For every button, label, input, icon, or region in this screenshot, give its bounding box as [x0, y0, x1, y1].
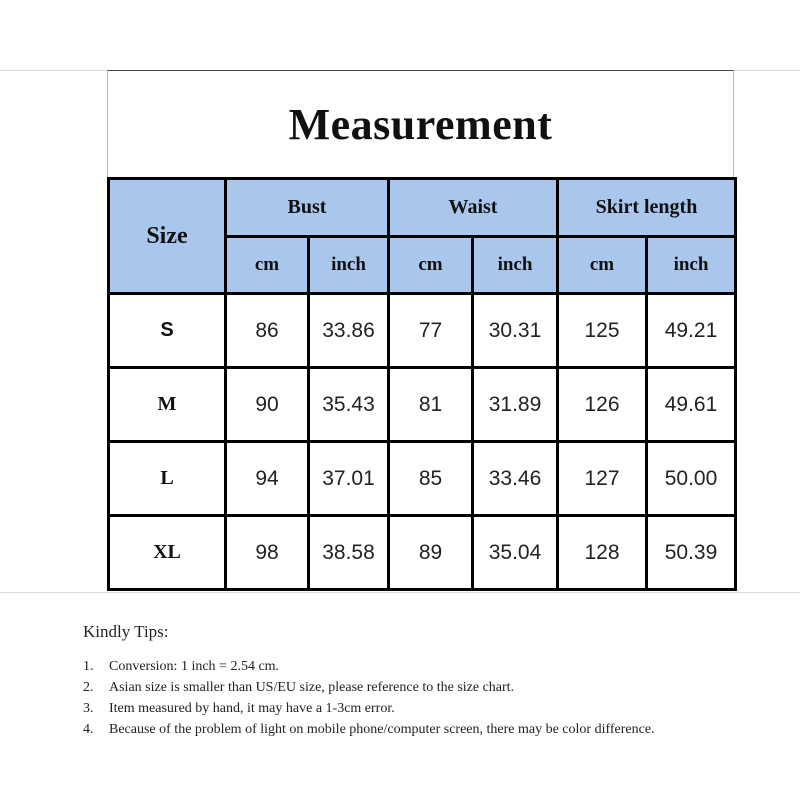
value-cell: 49.61 [647, 368, 736, 442]
list-number: 2. [83, 680, 94, 695]
value-cell: 35.04 [473, 516, 558, 590]
tips-section [83, 622, 723, 740]
list-item [83, 719, 723, 740]
skirt-length-header: Skirt length [558, 179, 736, 237]
unit-header: cm [558, 237, 647, 294]
list-item [83, 656, 723, 677]
size-cell: L [109, 442, 226, 516]
value-cell: 98 [226, 516, 309, 590]
table-row [109, 294, 736, 368]
waist-header: Waist [389, 179, 558, 237]
unit-header: inch [647, 237, 736, 294]
table-row [109, 442, 736, 516]
value-cell: 85 [389, 442, 473, 516]
list-number: 3. [83, 701, 94, 716]
value-cell: 33.86 [309, 294, 389, 368]
tip-text: Asian size is smaller than US/EU size, please reference to the size chart. [109, 680, 515, 695]
value-cell: 77 [389, 294, 473, 368]
size-cell: XL [109, 516, 226, 590]
value-cell: 35.43 [309, 368, 389, 442]
value-cell: 94 [226, 442, 309, 516]
value-cell: 50.00 [647, 442, 736, 516]
size-cell: M [109, 368, 226, 442]
value-cell: 37.01 [309, 442, 389, 516]
unit-header: cm [389, 237, 473, 294]
tip-text: Conversion: 1 inch = 2.54 cm. [109, 659, 280, 674]
value-cell: 125 [558, 294, 647, 368]
tip-text: Item measured by hand, it may have a 1-3cm error. [109, 701, 395, 716]
chart-title: Measurement [288, 99, 553, 149]
list-item [83, 698, 723, 719]
value-cell: 86 [226, 294, 309, 368]
list-number: 4. [83, 722, 94, 737]
value-cell: 90 [226, 368, 309, 442]
value-cell: 30.31 [473, 294, 558, 368]
size-chart [107, 70, 734, 591]
table-row [109, 368, 736, 442]
value-cell: 127 [558, 442, 647, 516]
tips-list [83, 656, 723, 740]
unit-header: inch [309, 237, 389, 294]
size-header: Size [109, 179, 226, 294]
list-number: 1. [83, 659, 94, 674]
value-cell: 31.89 [473, 368, 558, 442]
value-cell: 38.58 [309, 516, 389, 590]
header-row-groups [109, 179, 736, 237]
unit-header: cm [226, 237, 309, 294]
bust-header: Bust [226, 179, 389, 237]
value-cell: 50.39 [647, 516, 736, 590]
value-cell: 126 [558, 368, 647, 442]
value-cell: 89 [389, 516, 473, 590]
tips-title: Kindly Tips: [83, 622, 169, 641]
value-cell: 33.46 [473, 442, 558, 516]
value-cell: 81 [389, 368, 473, 442]
value-cell: 49.21 [647, 294, 736, 368]
list-item [83, 677, 723, 698]
unit-header: inch [473, 237, 558, 294]
value-cell: 128 [558, 516, 647, 590]
bottom-divider [0, 592, 800, 593]
title-box [107, 70, 734, 177]
size-table [107, 177, 737, 591]
size-cell: S [109, 294, 226, 368]
table-row [109, 516, 736, 590]
tip-text: Because of the problem of light on mobile phone/computer screen, there may be color difference. [109, 722, 655, 737]
